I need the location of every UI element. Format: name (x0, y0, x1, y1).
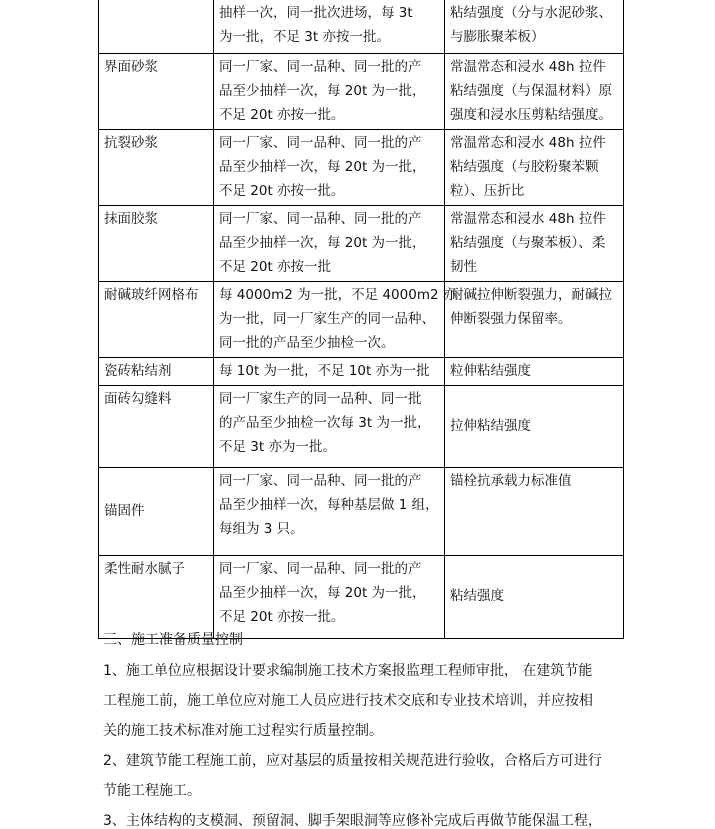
test-items-cell: 拉伸粘结强度 (445, 385, 624, 467)
test-items-cell: 粒伸粘结强度 (445, 357, 624, 385)
sampling-rule-cell: 每 10t 为一批，不足 10t 亦为一批 (214, 357, 445, 385)
material-name-cell (99, 0, 214, 53)
table-row (99, 205, 624, 281)
sampling-rule-cell: 同一厂家、同一品种、同一批的产 品至少抽样一次，每 20t 为一批， 不足 20t 亦按一批。 (214, 53, 445, 129)
sampling-rule-cell: 同一厂家、同一品种、同一批的产 品至少抽样一次，每种基层做 1 组， 每组为 3 只。 (214, 467, 445, 555)
table-row (99, 357, 624, 385)
sampling-rule-cell: 同一厂家、同一品种、同一批的产 品至少抽样一次，每 20t 为一批， 不足 20t 亦按一批。 (214, 129, 445, 205)
material-sampling-table (98, 0, 624, 639)
table-row (99, 53, 624, 129)
material-name-cell: 面砖勾缝料 (99, 385, 214, 467)
sampling-rule-cell: 同一厂家生产的同一品种、同一批 的产品至少抽检一次每 3t 为一批， 不足 3t 亦为一批。 (214, 385, 445, 467)
table-row (99, 281, 624, 357)
material-name-cell: 抹面胶浆 (99, 205, 214, 281)
sampling-rule-cell: 同一厂家、同一品种、同一批的产 品至少抽样一次，每 20t 为一批， 不足 20t 亦按一批 (214, 205, 445, 281)
material-name-cell: 瓷砖粘结剂 (99, 357, 214, 385)
sampling-rule-cell: 同一厂家、同一品种、同一批的产 品至少抽样一次，每 20t 为一批， 不足 20t 亦按一批。 (214, 555, 445, 638)
sampling-rule-cell: 每 4000m2 为一批，不足 4000m2 亦 为一批，同一厂家生产的同一品种、 同一批的产品至少抽检一次。 (214, 281, 445, 357)
section-heading: 三、施工准备质量控制 (103, 632, 243, 648)
test-items-cell: 常温常态和浸水 48h 拉件 粘结强度（与胶粉聚苯颗 粒）、压折比 (445, 129, 624, 205)
sampling-rule-cell: 抽样一次，同一批次进场，每 3t 为一批，不足 3t 亦按一批。 (214, 0, 445, 53)
table-row (99, 129, 624, 205)
paragraph-2: 2、建筑节能工程施工前，应对基层的质量按相关规范进行验收，合格后方可进行 节能工程施工。 (103, 753, 602, 799)
table-row (99, 385, 624, 467)
test-items-cell: 锚栓抗承载力标准值 (445, 467, 624, 555)
test-items-cell: 耐碱拉伸断裂强力，耐碱拉 伸断裂强力保留率。 (445, 281, 624, 357)
table-row (99, 467, 624, 555)
paragraph-1: 1、施工单位应根据设计要求编制施工技术方案报监理工程师审批， 在建筑节能 工程施工前，施工单位应对施工人员应进行技术交底和专业技术培训，并应按相 关的施工技术标准对施工过程实行质量控制。 (103, 663, 593, 739)
test-items-cell: 常温常态和浸水 48h 拉件 粘结强度（与保温材料）原 强度和浸水压剪粘结强度。 (445, 53, 624, 129)
material-name-cell: 界面砂浆 (99, 53, 214, 129)
test-items-cell: 粘结强度 (445, 555, 624, 638)
material-name-cell: 柔性耐水腻子 (99, 555, 214, 638)
material-name-cell: 耐碱玻纤网格布 (99, 281, 214, 357)
paragraph-3: 3、主体结构的支模洞、预留洞、脚手架眼洞等应修补完成后再做节能保温工程， (103, 813, 602, 829)
test-items-cell: 常温常态和浸水 48h 拉件 粘结强度（与聚苯板）、柔 韧性 (445, 205, 624, 281)
material-name-cell: 锚固件 (99, 467, 214, 555)
table-row (99, 0, 624, 53)
table-row (99, 555, 624, 638)
material-name-cell: 抗裂砂浆 (99, 129, 214, 205)
test-items-cell: 粘结强度（分与水泥砂浆、 与膨胀聚苯板） (445, 0, 624, 53)
